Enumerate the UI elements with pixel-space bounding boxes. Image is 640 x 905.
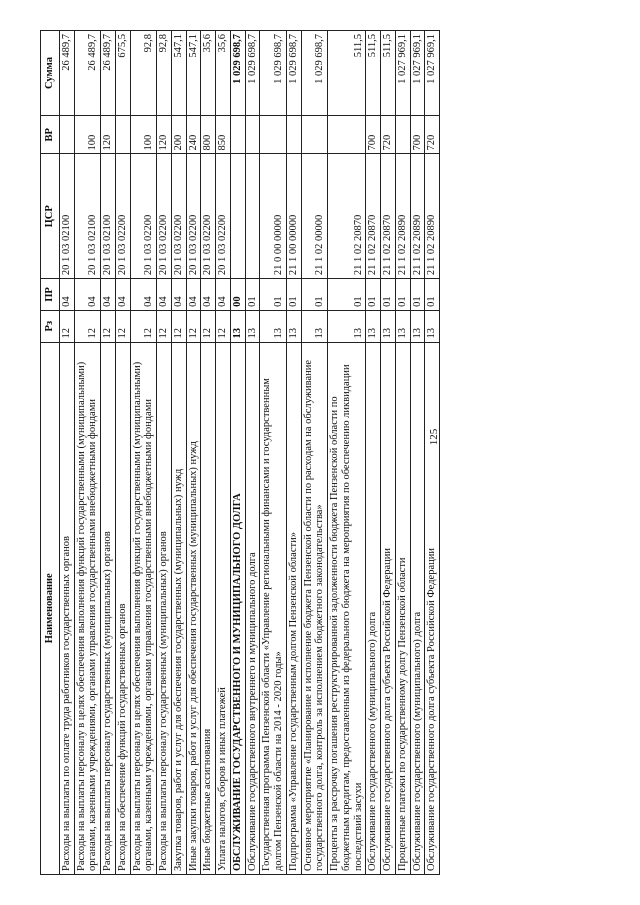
row-name-cell: Обслуживание государственного (муниципального) долга	[366, 342, 381, 874]
row-rz-cell: 13	[366, 310, 381, 342]
row-sum-cell: 675,5	[115, 31, 130, 116]
table-row	[130, 31, 157, 875]
rotated-table-container	[40, 30, 600, 875]
row-vr-cell: 700	[410, 115, 425, 154]
row-csr-cell: 20 1 03 02100	[59, 154, 74, 279]
row-rz-cell: 13	[410, 310, 425, 342]
row-rz-cell: 13	[286, 310, 301, 342]
page-number: 125	[428, 428, 440, 446]
row-vr-cell	[115, 115, 130, 154]
row-vr-cell: 200	[171, 115, 186, 154]
row-vr-cell	[328, 115, 366, 154]
row-name-cell: Иные бюджетные ассигнования	[201, 342, 216, 874]
row-vr-cell	[59, 115, 74, 154]
row-rz-cell: 13	[381, 310, 396, 342]
table-row	[328, 31, 366, 875]
row-pr-cell: 01	[395, 279, 410, 311]
row-name-cell: Расходы на выплаты персоналу государственных (муниципальных) органов	[101, 342, 116, 874]
table-row	[366, 31, 381, 875]
row-vr-cell	[286, 115, 301, 154]
table-row	[381, 31, 396, 875]
row-pr-cell: 01	[425, 279, 440, 311]
row-sum-cell: 547,1	[186, 31, 201, 116]
row-name-cell: Расходы на выплаты персоналу в целях обеспечения выполнения функций государственными (муниципальными) органами, казенными учреждениями, органами управления государственными внебюджетными фондами	[74, 342, 101, 874]
row-vr-cell: 850	[216, 115, 231, 154]
row-rz-cell: 13	[260, 310, 287, 342]
row-rz-cell: 13	[230, 310, 245, 342]
table-row	[157, 31, 172, 875]
row-name-cell: Проценты за рассрочку погашения реструктурированной задолженности бюджета Пензенской области по бюджетным кредитам, предоставленным из федерального бюджета на мероприятия по обеспечению ликвидации последствий засухи	[328, 342, 366, 874]
row-csr-cell	[245, 154, 260, 279]
row-pr-cell: 01	[410, 279, 425, 311]
row-pr-cell: 01	[366, 279, 381, 311]
row-vr-cell: 100	[130, 115, 157, 154]
row-rz-cell: 12	[130, 310, 157, 342]
row-sum-cell: 1 027 969,1	[395, 31, 410, 116]
row-csr-cell: 21 1 02 00000	[301, 154, 328, 279]
row-sum-cell: 92,8	[157, 31, 172, 116]
row-pr-cell: 04	[171, 279, 186, 311]
row-rz-cell: 12	[186, 310, 201, 342]
table-body	[59, 31, 439, 875]
row-csr-cell: 21 1 02 20890	[410, 154, 425, 279]
row-sum-cell: 26 489,7	[74, 31, 101, 116]
table-row	[186, 31, 201, 875]
row-sum-cell: 511,5	[328, 31, 366, 116]
header-pr: ПР	[41, 279, 60, 311]
row-rz-cell: 12	[171, 310, 186, 342]
row-pr-cell: 01	[301, 279, 328, 311]
row-csr-cell: 20 1 03 02200	[115, 154, 130, 279]
header-csr: ЦСР	[41, 154, 60, 279]
row-sum-cell: 1 029 698,7	[301, 31, 328, 116]
row-name-cell: Расходы на выплаты персоналу в целях обеспечения выполнения функций государственными (муниципальными) органами, казенными учреждениями, органами управления государственными внебюджетными фондами	[130, 342, 157, 874]
row-csr-cell: 20 1 03 02200	[216, 154, 231, 279]
row-csr-cell: 21 1 02 20870	[328, 154, 366, 279]
row-sum-cell: 511,5	[381, 31, 396, 116]
table-row	[101, 31, 116, 875]
row-rz-cell: 12	[157, 310, 172, 342]
row-rz-cell: 13	[245, 310, 260, 342]
row-vr-cell	[395, 115, 410, 154]
row-csr-cell	[230, 154, 245, 279]
row-pr-cell: 01	[260, 279, 287, 311]
row-csr-cell: 21 1 02 20870	[366, 154, 381, 279]
table-header-row	[41, 31, 60, 875]
row-pr-cell: 04	[115, 279, 130, 311]
table-row	[171, 31, 186, 875]
row-csr-cell: 20 1 03 02200	[171, 154, 186, 279]
row-csr-cell: 20 1 03 02200	[157, 154, 172, 279]
table-row	[59, 31, 74, 875]
row-sum-cell: 1 029 698,7	[230, 31, 245, 116]
row-vr-cell: 120	[157, 115, 172, 154]
row-name-cell: ОБСЛУЖИВАНИЕ ГОСУДАРСТВЕННОГО И МУНИЦИПАЛЬНОГО ДОЛГА	[230, 342, 245, 874]
budget-table	[40, 30, 440, 875]
row-name-cell: Процентные платежи по государственному долгу Пензенской области	[395, 342, 410, 874]
row-pr-cell: 04	[130, 279, 157, 311]
row-name-cell: Уплата налогов, сборов и иных платежей	[216, 342, 231, 874]
table-row	[286, 31, 301, 875]
row-pr-cell: 04	[157, 279, 172, 311]
table-row	[201, 31, 216, 875]
row-sum-cell: 511,5	[366, 31, 381, 116]
row-sum-cell: 35,6	[216, 31, 231, 116]
row-rz-cell: 12	[74, 310, 101, 342]
row-pr-cell: 01	[381, 279, 396, 311]
row-vr-cell: 120	[101, 115, 116, 154]
row-rz-cell: 12	[59, 310, 74, 342]
row-vr-cell: 720	[425, 115, 440, 154]
row-pr-cell: 01	[328, 279, 366, 311]
table-row	[74, 31, 101, 875]
row-vr-cell: 240	[186, 115, 201, 154]
row-pr-cell: 04	[216, 279, 231, 311]
row-csr-cell: 20 1 03 02100	[74, 154, 101, 279]
row-sum-cell: 1 029 698,7	[286, 31, 301, 116]
row-rz-cell: 13	[328, 310, 366, 342]
row-vr-cell	[230, 115, 245, 154]
row-name-cell: Обслуживание государственного долга субъекта Российской Федерации	[425, 342, 440, 874]
row-sum-cell: 26 489,7	[59, 31, 74, 116]
row-rz-cell: 13	[301, 310, 328, 342]
row-vr-cell	[245, 115, 260, 154]
row-name-cell: Обслуживание государственного внутреннего и муниципального долга	[245, 342, 260, 874]
row-name-cell: Обслуживание государственного долга субъекта Российской Федерации	[381, 342, 396, 874]
row-name-cell: Иные закупки товаров, работ и услуг для обеспечения государственных (муниципальных) нужд	[186, 342, 201, 874]
row-pr-cell: 04	[186, 279, 201, 311]
row-sum-cell: 26 489,7	[101, 31, 116, 116]
row-rz-cell: 12	[201, 310, 216, 342]
row-rz-cell: 12	[216, 310, 231, 342]
row-name-cell: Государственная программа Пензенской области «Управление региональными финансами и государственным долгом Пензенской области на 2014 - 2020 годы»	[260, 342, 287, 874]
row-vr-cell	[260, 115, 287, 154]
row-vr-cell	[301, 115, 328, 154]
row-sum-cell: 1 027 969,1	[410, 31, 425, 116]
row-name-cell: Расходы на выплаты персоналу государственных (муниципальных) органов	[157, 342, 172, 874]
row-csr-cell: 20 1 03 02100	[101, 154, 116, 279]
table-row	[301, 31, 328, 875]
row-pr-cell: 04	[201, 279, 216, 311]
table-row	[410, 31, 425, 875]
row-name-cell: Расходы на выплаты по оплате труда работников государственных органов	[59, 342, 74, 874]
row-csr-cell: 21 1 00 00000	[286, 154, 301, 279]
row-csr-cell: 21 1 02 20890	[395, 154, 410, 279]
row-csr-cell: 20 1 03 02200	[201, 154, 216, 279]
row-sum-cell: 1 029 698,7	[260, 31, 287, 116]
row-pr-cell: 04	[101, 279, 116, 311]
table-row	[395, 31, 410, 875]
row-name-cell: Подпрограмма «Управление государственным долгом Пензенской области»	[286, 342, 301, 874]
table-wrapper	[40, 30, 600, 875]
row-name-cell: Закупка товаров, работ и услуг для обеспечения государственных (муниципальных) нужд	[171, 342, 186, 874]
row-csr-cell: 21 1 02 20890	[425, 154, 440, 279]
header-rz: Рз	[41, 310, 60, 342]
table-row	[425, 31, 440, 875]
row-sum-cell: 547,1	[171, 31, 186, 116]
table-row	[260, 31, 287, 875]
row-csr-cell: 20 1 03 02200	[130, 154, 157, 279]
table-row	[115, 31, 130, 875]
row-vr-cell: 100	[74, 115, 101, 154]
row-pr-cell: 04	[74, 279, 101, 311]
row-vr-cell: 700	[366, 115, 381, 154]
row-rz-cell: 12	[115, 310, 130, 342]
header-vr: ВР	[41, 115, 60, 154]
row-pr-cell: 01	[245, 279, 260, 311]
row-rz-cell: 13	[395, 310, 410, 342]
row-vr-cell: 800	[201, 115, 216, 154]
table-row	[230, 31, 245, 875]
row-sum-cell: 35,6	[201, 31, 216, 116]
row-sum-cell: 92,8	[130, 31, 157, 116]
row-pr-cell: 00	[230, 279, 245, 311]
row-sum-cell: 1 029 698,7	[245, 31, 260, 116]
row-rz-cell: 12	[101, 310, 116, 342]
row-rz-cell: 13	[425, 310, 440, 342]
table-row	[245, 31, 260, 875]
row-name-cell: Обслуживание государственного (муниципального) долга	[410, 342, 425, 874]
table-row	[216, 31, 231, 875]
row-pr-cell: 01	[286, 279, 301, 311]
row-csr-cell: 21 1 02 20870	[381, 154, 396, 279]
row-csr-cell: 21 0 00 00000	[260, 154, 287, 279]
header-sum: Сумма	[41, 31, 60, 116]
row-name-cell: Расходы на обеспечение функций государственных органов	[115, 342, 130, 874]
row-sum-cell: 1 027 969,1	[425, 31, 440, 116]
header-name: Наименование	[41, 342, 60, 874]
row-vr-cell: 720	[381, 115, 396, 154]
row-csr-cell: 20 1 03 02200	[186, 154, 201, 279]
row-pr-cell: 04	[59, 279, 74, 311]
row-name-cell: Основное мероприятие «Планирование и исполнение бюджета Пензенской области по расходам на обслуживание государственного долга, контроль за исполнением бюджетного законодательства»	[301, 342, 328, 874]
